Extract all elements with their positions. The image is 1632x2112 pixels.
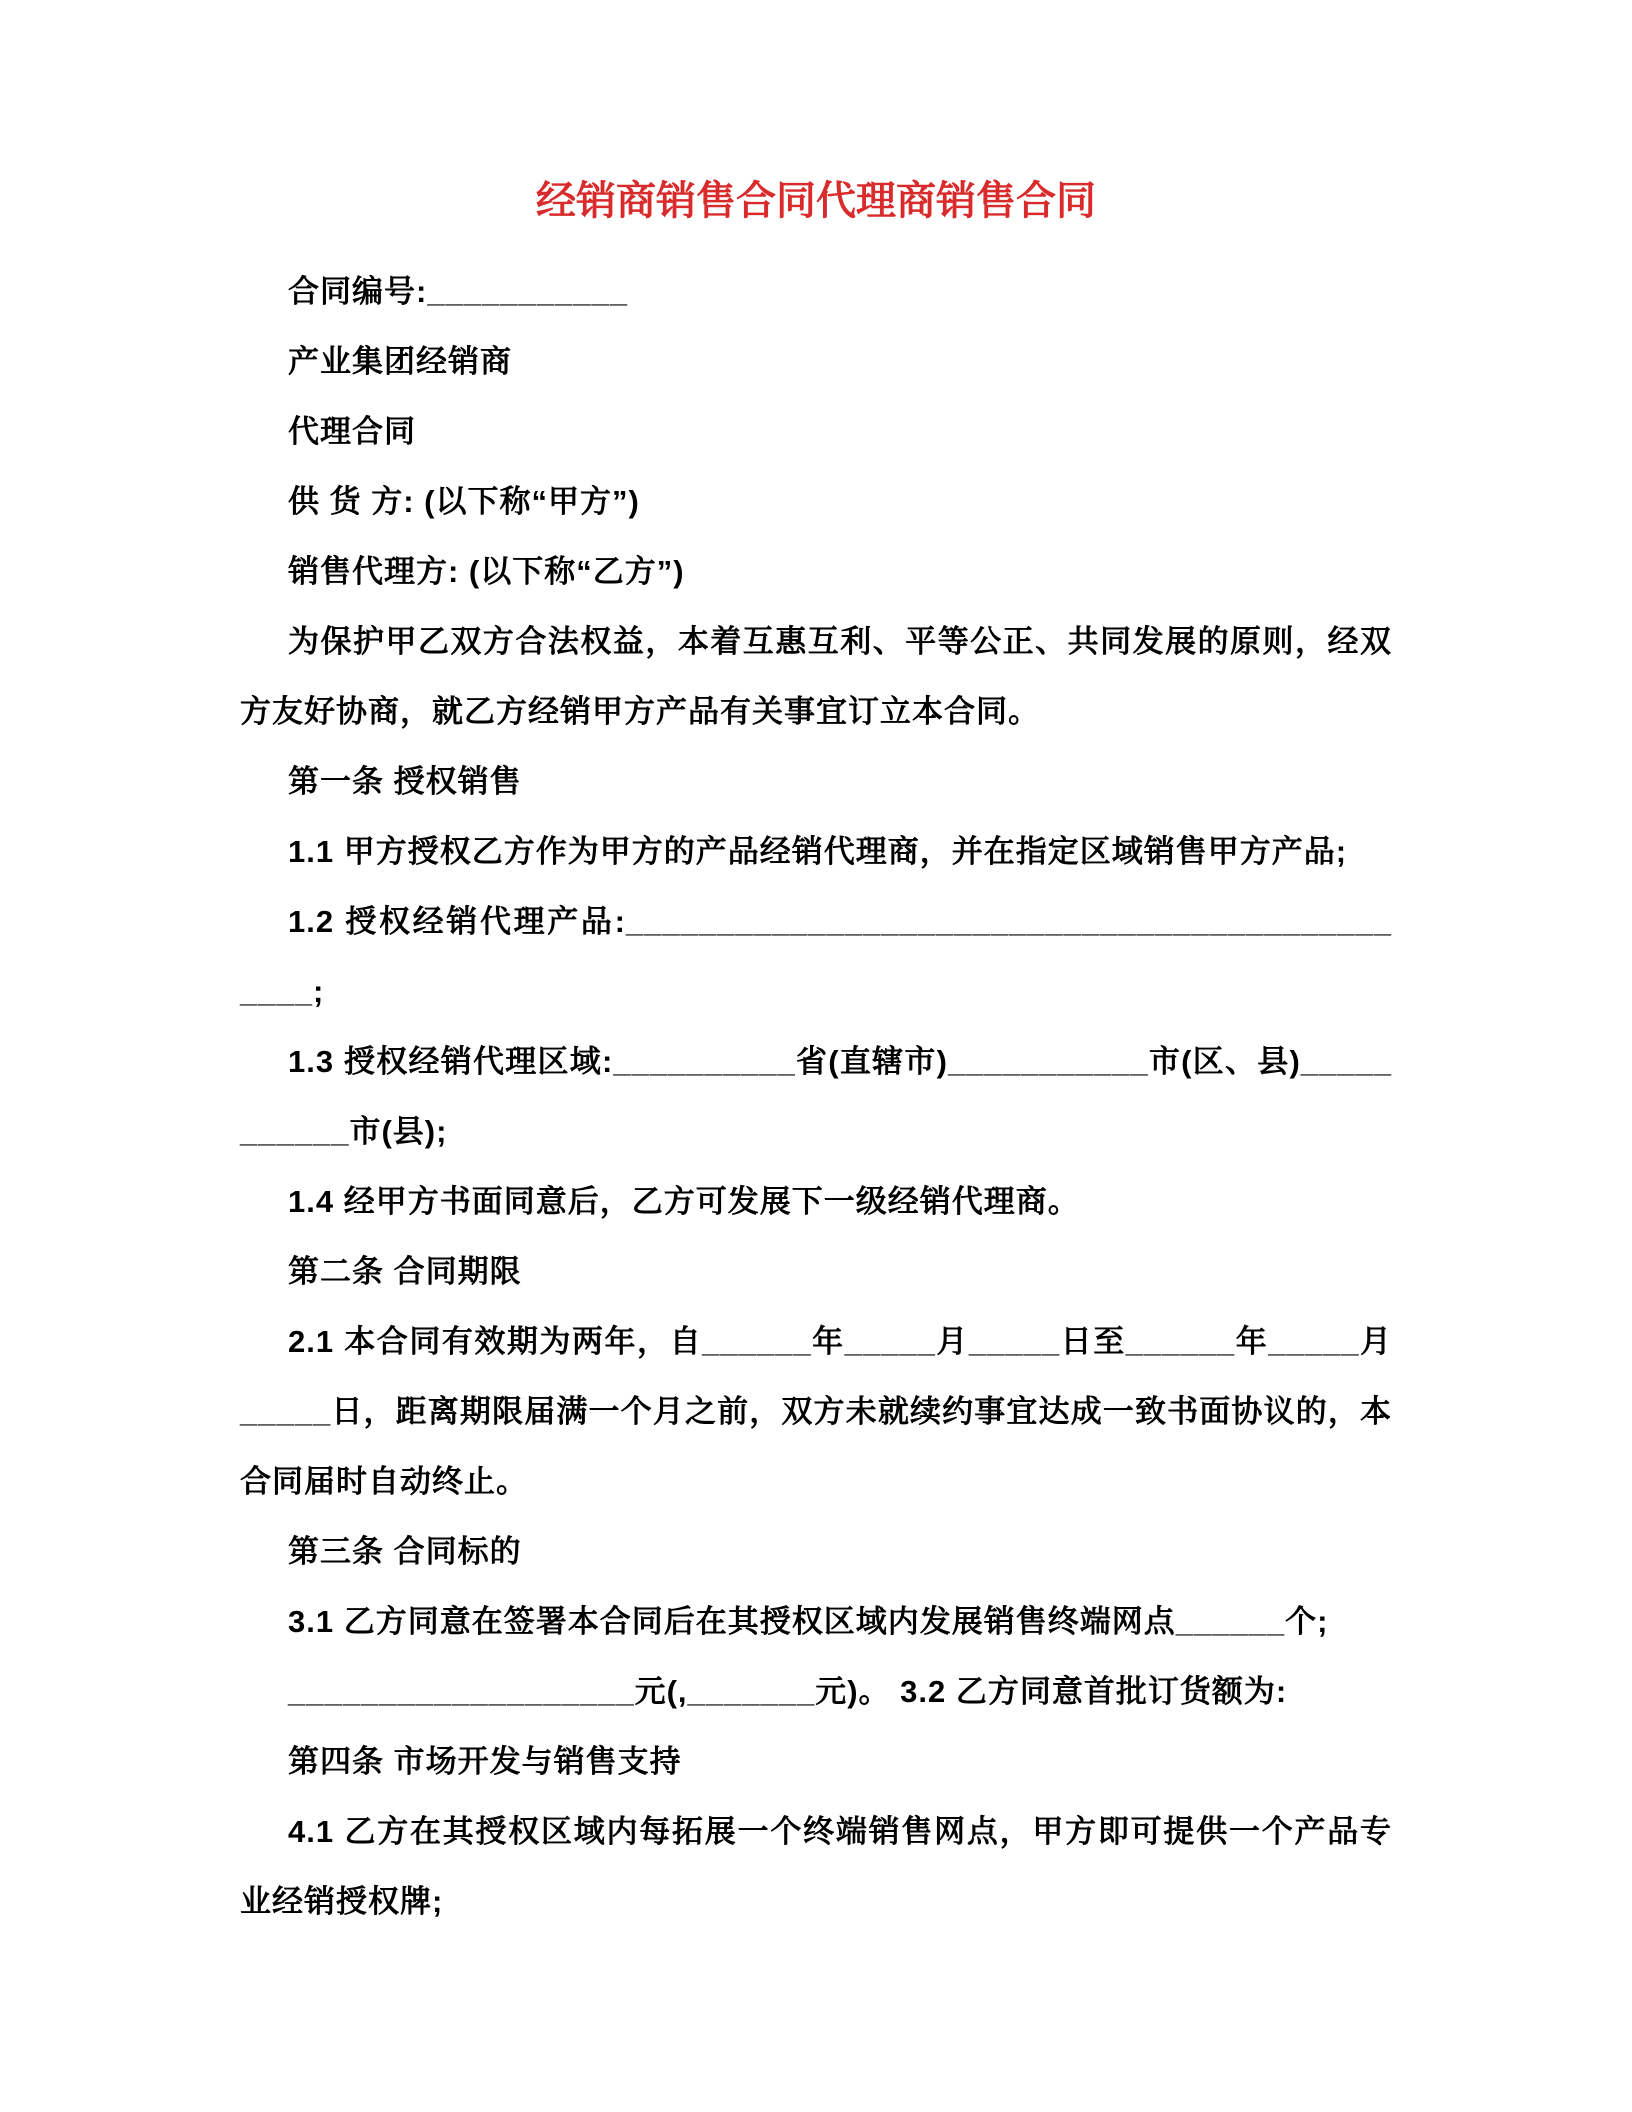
paragraph: 代理合同 xyxy=(288,414,416,449)
paragraph: 为保护甲乙双方合法权益，本着互惠互利、平等公正、共同发展的原则，经双方友好协商，就乙方经销甲方产品有关事宜订立本合同。 xyxy=(240,624,1392,729)
paragraph: 1.4 经甲方书面同意后，乙方可发展下一级经销代理商。 xyxy=(288,1184,1080,1219)
paragraph: 合同编号:___________ xyxy=(288,274,628,309)
paragraph: 1.2 授权经销代理产品:______________________________________________; xyxy=(240,904,1392,1009)
paragraph: 第一条 授权销售 xyxy=(288,764,522,799)
paragraph: 销售代理方: (以下称“乙方”) xyxy=(288,554,685,589)
paragraph: 1.3 授权经销代理区域:__________省(直辖市)___________市(区、县)___________市(县); xyxy=(240,1044,1392,1149)
paragraph: 供 货 方: (以下称“甲方”) xyxy=(288,484,640,519)
document-title: 经销商销售合同代理商销售合同 xyxy=(536,179,1096,223)
paragraph: 3.1 乙方同意在签署本合同后在其授权区域内发展销售终端网点______个; xyxy=(288,1604,1329,1639)
paragraph: ___________________元(,_______元)。 3.2 乙方同意首批订货额为: xyxy=(288,1674,1288,1709)
paragraph: 4.1 乙方在其授权区域内每拓展一个终端销售网点，甲方即可提供一个产品专业经销授权牌; xyxy=(240,1814,1392,1919)
document-body xyxy=(240,257,1392,1937)
paragraph: 2.1 本合同有效期为两年，自______年_____月_____日至______年_____月_____日，距离期限届满一个月之前，双方未就续约事宜达成一致书面协议的，本合同届时自动终止。 xyxy=(240,1324,1392,1499)
paragraph: 第二条 合同期限 xyxy=(288,1254,522,1289)
paragraph: 第三条 合同标的 xyxy=(288,1534,522,1569)
paragraph: 第四条 市场开发与销售支持 xyxy=(288,1744,682,1779)
paragraph: 1.1 甲方授权乙方作为甲方的产品经销代理商，并在指定区域销售甲方产品; xyxy=(288,834,1348,869)
paragraph: 产业集团经销商 xyxy=(288,344,512,379)
